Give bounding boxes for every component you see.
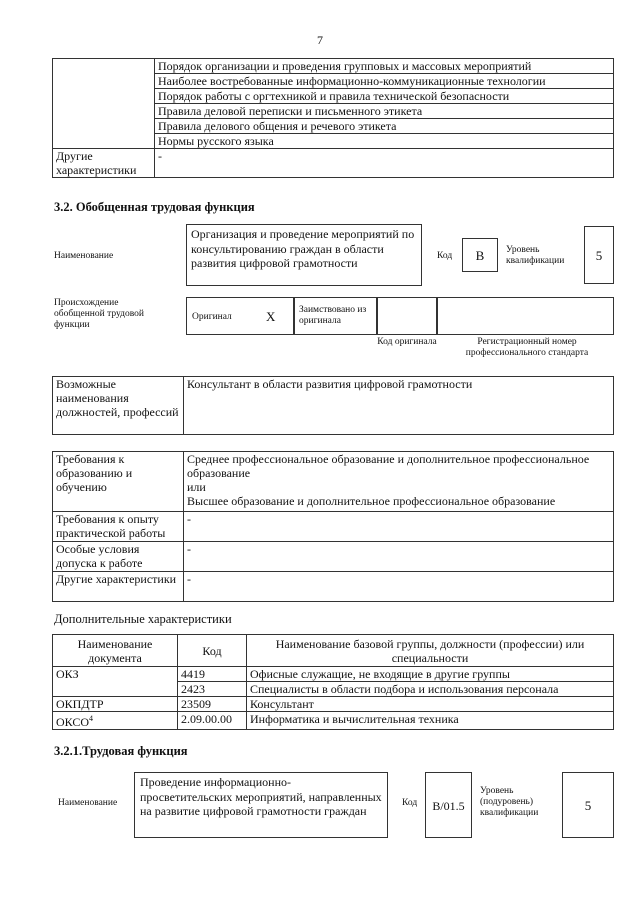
code-label: Код [437, 251, 453, 261]
reg-number-cell [437, 297, 614, 335]
additional-title: Дополнительные характеристики [54, 612, 232, 626]
code-value: B [462, 238, 498, 272]
row-doc: ОКПДТР [53, 697, 178, 712]
education-label: Требования к образованию и обучению [53, 452, 184, 512]
knowledge-item: Наиболее востребованные информационно-коммуникационные технологии [155, 74, 614, 89]
row-doc-okso [53, 712, 178, 730]
original-label: Оригинал [192, 312, 232, 322]
knowledge-label-cell [53, 59, 155, 149]
row-code: 2.09.00.00 [178, 712, 247, 730]
code-original-cell [377, 297, 437, 335]
row-doc: ОКЗ [53, 667, 178, 697]
level-label: Уровень квалификации [506, 245, 565, 266]
education-value [184, 452, 614, 512]
knowledge-item: Порядок работы с оргтехникой и правила технической безопасности [155, 89, 614, 104]
tf-name-label: Наименование [58, 798, 118, 808]
tf-code-value: B/01.5 [425, 772, 472, 838]
generalized-function-name: Организация и проведение мероприятий по консультированию граждан в области развития цифровой грамотности [186, 224, 422, 286]
knowledge-item: Порядок организации и проведения групповых и массовых мероприятий [155, 59, 614, 74]
req-other-label: Другие характеристики [53, 572, 184, 602]
positions-label: Возможные наименования должностей, профессий [53, 377, 184, 435]
requirements-table [52, 451, 614, 602]
row-name: Консультант [247, 697, 614, 712]
education-or: или [187, 480, 206, 494]
tf-code-label: Код [402, 798, 418, 808]
header-code: Код [178, 635, 247, 667]
reg-number-label: Регистрационный номер профессионального стандарта [465, 337, 589, 358]
page-number: 7 [317, 33, 323, 47]
experience-value: - [184, 512, 614, 542]
original-mark: X [266, 309, 276, 324]
positions-table [52, 376, 614, 435]
level-value: 5 [584, 226, 614, 284]
row-code: 23509 [178, 697, 247, 712]
row-code: 2423 [178, 682, 247, 697]
section-heading-3-2: 3.2. Обобщенная трудовая функция [54, 200, 255, 214]
code-original-label: Код оригинала [377, 337, 437, 347]
other-characteristics-label: Другие характеристики [53, 149, 155, 178]
experience-label: Требования к опыту практической работы [53, 512, 184, 542]
header-document: Наименование документа [53, 635, 178, 667]
row-doc: ОКСО [56, 715, 90, 729]
education-option-1: Среднее профессиональное образование и дополнительное профессиональное образование [187, 452, 590, 480]
knowledge-item: Правила деловой переписки и письменного этикета [155, 104, 614, 119]
labor-function-name: Проведение информационно-просветительских мероприятий, направленных на развитие цифровой грамотности граждан [134, 772, 388, 838]
req-other-value: - [184, 572, 614, 602]
knowledge-item: Правила делового общения и речевого этикета [155, 119, 614, 134]
row-name: Офисные служащие, не входящие в другие группы [247, 667, 614, 682]
tf-level-value: 5 [562, 772, 614, 838]
tf-level-label: Уровень (подуровень) квалификации [480, 786, 539, 818]
name-label: Наименование [54, 251, 114, 261]
education-option-2: Высшее образование и дополнительное профессиональное образование [187, 494, 556, 508]
additional-table [52, 634, 614, 730]
other-characteristics-value: - [155, 149, 614, 178]
row-name: Специалисты в области подбора и использования персонала [247, 682, 614, 697]
section-heading-3-2-1: 3.2.1.Трудовая функция [54, 744, 188, 758]
footnote-ref: 4 [89, 714, 94, 723]
row-code: 4419 [178, 667, 247, 682]
knowledge-item: Нормы русского языка [155, 134, 614, 149]
header-group-name: Наименование базовой группы, должности (профессии) или специальности [247, 635, 614, 667]
origin-label: Происхождение обобщенной трудовой функции [54, 298, 144, 330]
borrowed-label: Заимствовано из оригинала [299, 305, 367, 326]
positions-value: Консультант в области развития цифровой грамотности [184, 377, 614, 435]
conditions-value: - [184, 542, 614, 572]
conditions-label: Особые условия допуска к работе [53, 542, 184, 572]
row-name: Информатика и вычислительная техника [247, 712, 614, 730]
knowledge-table [52, 58, 614, 178]
